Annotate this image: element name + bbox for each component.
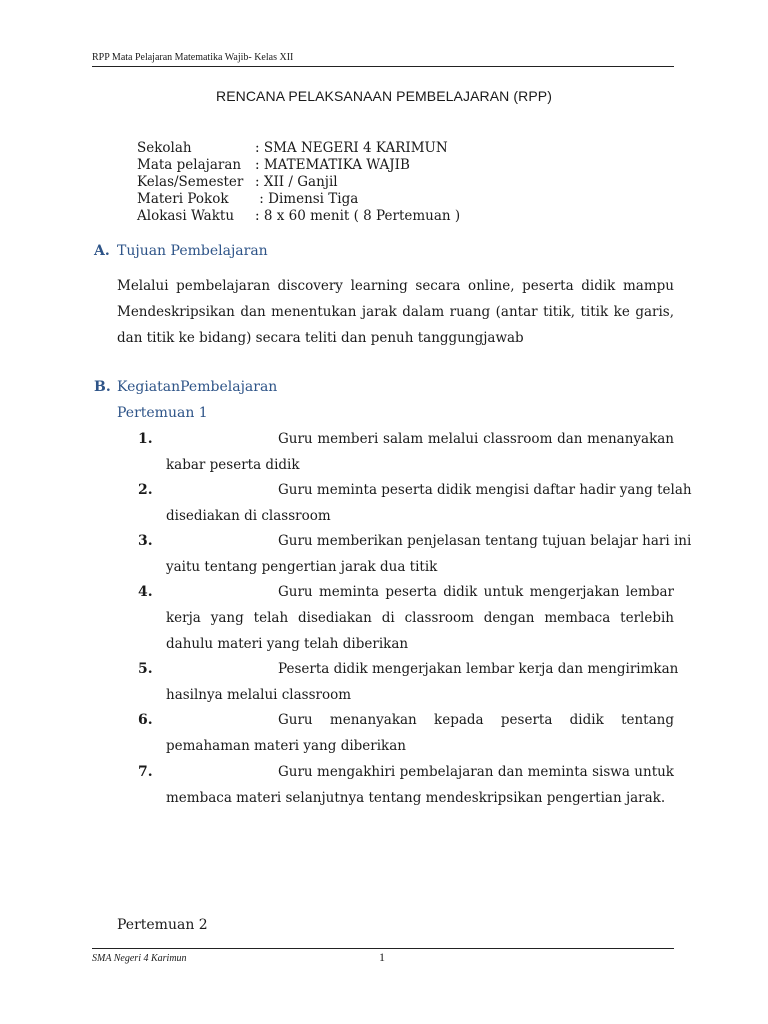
step-item xyxy=(166,707,674,759)
step-line1: Guru mengakhiri pembelajaran dan meminta siswa untuk xyxy=(278,764,674,780)
info-value: : XII / Ganjil xyxy=(255,174,338,190)
info-row xyxy=(137,208,460,225)
info-row xyxy=(137,174,460,191)
page-number: 1 xyxy=(379,950,385,964)
info-row xyxy=(137,191,460,208)
info-value: : 8 x 60 menit ( 8 Pertemuan ) xyxy=(255,208,461,224)
info-label: Alokasi Waktu xyxy=(137,208,235,224)
meeting-1-heading: Pertemuan 1 xyxy=(117,405,208,421)
running-header xyxy=(92,52,674,67)
step-number: 5. xyxy=(138,661,153,677)
step-line1: Guru memberikan penjelasan tentang tujuan belajar hari ini xyxy=(278,533,692,549)
info-value: : Dimensi Tiga xyxy=(255,191,359,207)
meeting-2-heading: Pertemuan 2 xyxy=(117,917,208,933)
info-row xyxy=(137,157,460,174)
step-item xyxy=(166,426,674,478)
step-number: 4. xyxy=(138,584,153,600)
info-label: Materi Pokok xyxy=(137,191,229,207)
step-number: 7. xyxy=(138,764,153,780)
section-b-title: KegiatanPembelajaran xyxy=(117,379,278,395)
section-b-letter: B. xyxy=(94,379,111,395)
step-line1: Guru meminta peserta didik mengisi daftar hadir yang telah xyxy=(278,482,692,498)
step-number: 1. xyxy=(138,431,153,447)
step-number: 3. xyxy=(138,533,153,549)
info-value: : MATEMATIKA WAJIB xyxy=(255,157,410,173)
info-row xyxy=(137,140,460,157)
info-table xyxy=(137,140,460,225)
step-line1: Guru memberi salam melalui classroom dan menanyakan xyxy=(278,431,674,447)
step-rest: yaitu tentang pengertian jarak dua titik xyxy=(166,559,438,575)
step-item xyxy=(166,528,692,580)
step-item xyxy=(166,759,674,811)
section-b-heading xyxy=(94,379,277,395)
step-item xyxy=(166,656,679,708)
step-line1: Guru meminta peserta didik untuk mengerjakan lembar xyxy=(278,584,674,600)
footer-divider xyxy=(92,948,674,949)
section-a-heading xyxy=(94,243,268,259)
step-rest: kerja yang telah disediakan di classroom dengan membaca terlebih dahulu materi yang telah diberikan xyxy=(166,610,674,652)
section-a-letter: A. xyxy=(94,243,110,259)
info-label: Mata pelajaran xyxy=(137,157,242,173)
document-title: RENCANA PELAKSANAAN PEMBELAJARAN (RPP) xyxy=(215,88,552,104)
objective-paragraph: Melalui pembelajaran discovery learning secara online, peserta didik mampu Mendeskripsikan dan menentukan jarak dalam ruang (antar titik, titik ke garis, dan titik ke bidang) secara teliti dan penuh tanggungjawab xyxy=(117,278,674,346)
step-rest: hasilnya melalui classroom xyxy=(166,687,352,703)
info-label: Kelas/Semester xyxy=(137,174,244,190)
step-rest: membaca materi selanjutnya tentang mendeskripsikan pengertian jarak. xyxy=(166,790,666,806)
step-rest: pemahaman materi yang diberikan xyxy=(166,738,406,754)
step-line1: Guru menanyakan kepada peserta didik tentang xyxy=(278,712,674,728)
step-number: 6. xyxy=(138,712,153,728)
footer-school: SMA Negeri 4 Karimun xyxy=(92,953,187,964)
info-value: : SMA NEGERI 4 KARIMUN xyxy=(255,140,448,156)
section-a-title: Tujuan Pembelajaran xyxy=(117,243,268,259)
step-rest: disediakan di classroom xyxy=(166,508,331,524)
step-number: 2. xyxy=(138,482,153,498)
step-line1: Peserta didik mengerjakan lembar kerja dan mengirimkan xyxy=(278,661,679,677)
step-item xyxy=(166,477,692,529)
step-rest: kabar peserta didik xyxy=(166,457,300,473)
step-item xyxy=(166,579,674,657)
info-label: Sekolah xyxy=(137,140,192,156)
running-header-text: RPP Mata Pelajaran Matematika Wajib- Kelas XII xyxy=(92,52,294,63)
